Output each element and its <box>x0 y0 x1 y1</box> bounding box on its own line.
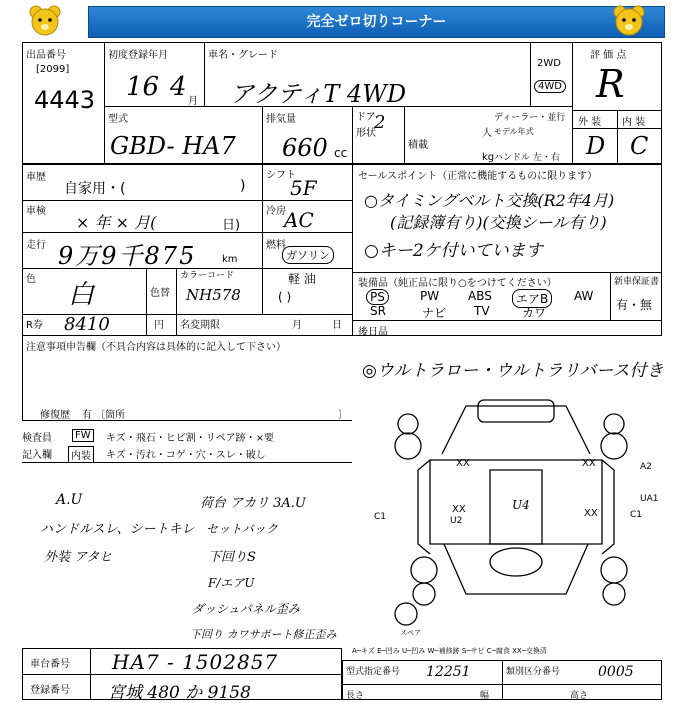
car-name-label: 車名・グレード <box>208 50 278 61</box>
mileage-value: 9万9千875 <box>58 242 197 270</box>
kg-unit: kg <box>482 152 495 163</box>
diagram-mark: UA1 <box>640 494 659 504</box>
tax-value: 8410 <box>64 314 110 335</box>
displacement-value: 660 <box>282 134 328 162</box>
equipment-tv: TV <box>474 304 490 318</box>
equipment-leather: カワ <box>522 306 547 320</box>
diagram-mark: U2 <box>450 516 463 526</box>
inspector-note: 外装 アタヒ <box>44 550 113 565</box>
length-label: 長さ <box>346 691 365 701</box>
lot-label: 出品番号 <box>26 50 66 61</box>
notes-label: 注意事項申告欄（不具合内容は具体的に記入して下さい） <box>26 342 286 353</box>
ac-value: AC <box>284 208 314 232</box>
color-code-value: NH578 <box>186 286 241 304</box>
reg-label: 登録番号 <box>30 685 70 696</box>
new-warranty-value: 有・無 <box>616 298 653 312</box>
exterior-label: 外 装 <box>578 117 602 128</box>
diagram-mark: XX <box>584 508 598 519</box>
equipment-ps: PS <box>366 289 389 305</box>
rear-seat-label: 後日品 <box>358 327 388 338</box>
diagram-mark: U4 <box>512 498 530 512</box>
drive-4wd: 4WD <box>534 80 566 93</box>
recolor-label: 色替 <box>150 288 170 299</box>
diagram-mark: C1 <box>374 512 387 522</box>
car-damage-diagram <box>370 394 670 640</box>
name-change-label: 名変期限 <box>180 320 220 331</box>
month-unit: 月 <box>188 96 198 107</box>
fuel-label: 燃料 <box>266 240 286 251</box>
equipment-navi: ナビ <box>422 306 447 320</box>
tax-label: R券 <box>26 320 43 331</box>
inspection-day: 日) <box>222 218 241 233</box>
interior-label: 内 装 <box>622 117 646 128</box>
displacement-unit: cc <box>334 146 348 160</box>
shape-label: 形状 <box>356 128 376 139</box>
width-label: 幅 <box>480 691 490 701</box>
diagram-mark: A2 <box>640 462 652 472</box>
usage-close: ) <box>240 178 246 194</box>
extra-note: ◎ウルトラロー・ウルトラリバース付き <box>362 361 664 381</box>
equipment-label: 装備品（純正品に限り○をつけてください） <box>358 278 557 289</box>
fuel-value: ガソリン <box>282 246 334 264</box>
person-unit: 人 <box>482 128 492 139</box>
equipment-aw: AW <box>574 289 594 303</box>
usage-label: 車歴 <box>26 172 46 183</box>
inspector-note: F/エアU <box>208 576 255 590</box>
first-reg-year: 16 <box>126 72 160 102</box>
drive-2wd: 2WD <box>537 58 561 69</box>
inspector-note: 下回り カワサポート修正歪み <box>190 628 337 641</box>
height-label: 高さ <box>570 691 589 701</box>
car-name-value: アクティT 4WD <box>230 80 407 108</box>
fuel-alt: 軽 油 <box>288 272 316 286</box>
bear-mascot-icon <box>612 4 646 38</box>
diagram-mark: XX <box>582 458 596 469</box>
first-reg-month: 4 <box>170 72 187 102</box>
legend-row1-label: 検査員 <box>22 433 52 444</box>
inspector-note: A.U <box>56 492 83 508</box>
reg-value: 宮城 480 か 9158 <box>108 683 251 703</box>
inspector-note: 荷台 アカリ 3A.U <box>200 496 306 511</box>
first-reg-label: 初度登録年月 <box>108 50 168 61</box>
model-label: 型式 <box>108 114 128 125</box>
displacement-label: 排気量 <box>266 114 296 125</box>
lot-sub: [2099] <box>36 64 70 75</box>
yen-unit: 円 <box>154 320 164 331</box>
capacity-label: 積載 <box>408 140 428 151</box>
model-value: GBD- HA7 <box>110 132 236 160</box>
class-label: 類別区分番号 <box>506 667 561 677</box>
equipment-abs: ABS <box>468 289 492 303</box>
type-cert-label: 型式指定番号 <box>346 667 401 677</box>
usage-value: 自家用・( <box>64 181 126 197</box>
inspection-value: × 年 × 月( <box>76 213 157 232</box>
rating-value: R <box>596 62 625 106</box>
diagram-mark: XX <box>456 458 470 469</box>
shift-label: シフト <box>266 170 296 181</box>
color-label: 色 <box>26 274 36 285</box>
sales-point-1: ○タイミングベルト交換(R2年4月) <box>364 191 615 210</box>
diagram-mark: XX <box>452 504 466 515</box>
legend-row2-box: 内装 <box>68 446 94 463</box>
sales-point-3: ○キー2ケ付いています <box>364 241 543 261</box>
equipment-airbag: エアB <box>512 289 552 308</box>
legend-row1-text: キズ・飛石・ヒビ割・リペア跡・×要 <box>106 433 274 444</box>
dealer-label: ディーラー・並行 <box>494 113 566 123</box>
sales-point-2: (記録簿有り)(交換シール有り) <box>390 213 607 232</box>
door-value: 2 <box>374 112 386 133</box>
diagram-label-front: スペア <box>400 629 421 637</box>
legend-row1-fw: FW <box>72 429 94 442</box>
repair-label: 修復歴 <box>40 410 70 421</box>
diagram-mark: C1 <box>630 510 643 520</box>
shift-value: 5F <box>290 176 317 200</box>
legend-row2-text: キズ・汚れ・コゲ・穴・スレ・破し <box>106 450 266 461</box>
chassis-label: 車台番号 <box>30 659 70 670</box>
legend-bottom: A─キズ E─凹み U─凹み W─補修跡 S─サビ C─腐食 XX─交換済 <box>352 647 547 655</box>
equipment-sr: SR <box>370 304 386 318</box>
chassis-value: HA7 - 1502857 <box>112 650 279 674</box>
rating-label: 評 価 点 <box>590 50 627 61</box>
inspector-note: ハンドルスレ、シートキレ <box>40 522 195 537</box>
ac-label: 冷房 <box>266 206 286 217</box>
month-short: 月 <box>292 320 302 331</box>
bear-mascot-icon <box>28 4 62 38</box>
inspection-label: 車検 <box>26 206 46 217</box>
type-cert-value: 12251 <box>426 664 471 680</box>
repair-value: 有 〔箇所 <box>82 410 126 421</box>
new-warranty-label: 新車保証書 <box>614 277 660 287</box>
inspector-note: 下回りS <box>208 550 256 565</box>
handle-label: ハンドル 左・右 <box>494 153 560 163</box>
lot-number: 4443 <box>34 86 96 114</box>
day-short: 日 <box>332 320 342 331</box>
sales-point-label: セールスポイント（正常に機能するものに限ります） <box>358 171 598 182</box>
class-value: 0005 <box>598 664 634 680</box>
repair-close: 〕 <box>338 410 348 421</box>
km-unit: km <box>222 254 238 265</box>
inspector-note: セットバック <box>206 522 278 536</box>
model-year-label: モデル年式 <box>494 127 534 136</box>
color-code-label: カラーコード <box>180 271 235 281</box>
interior-value: C <box>630 132 649 160</box>
exterior-value: D <box>586 132 606 160</box>
fuel-paren: ( ) <box>278 290 292 304</box>
mileage-label: 走行 <box>26 240 46 251</box>
door-label: ドア <box>356 112 376 123</box>
page-title: 完全ゼロ切りコーナー <box>88 6 665 38</box>
inspector-note: ダッシュパネル歪み <box>192 602 300 616</box>
legend-row2-label: 記入欄 <box>22 450 52 461</box>
equipment-pw: PW <box>420 289 440 303</box>
color-value: 白 <box>68 280 95 310</box>
